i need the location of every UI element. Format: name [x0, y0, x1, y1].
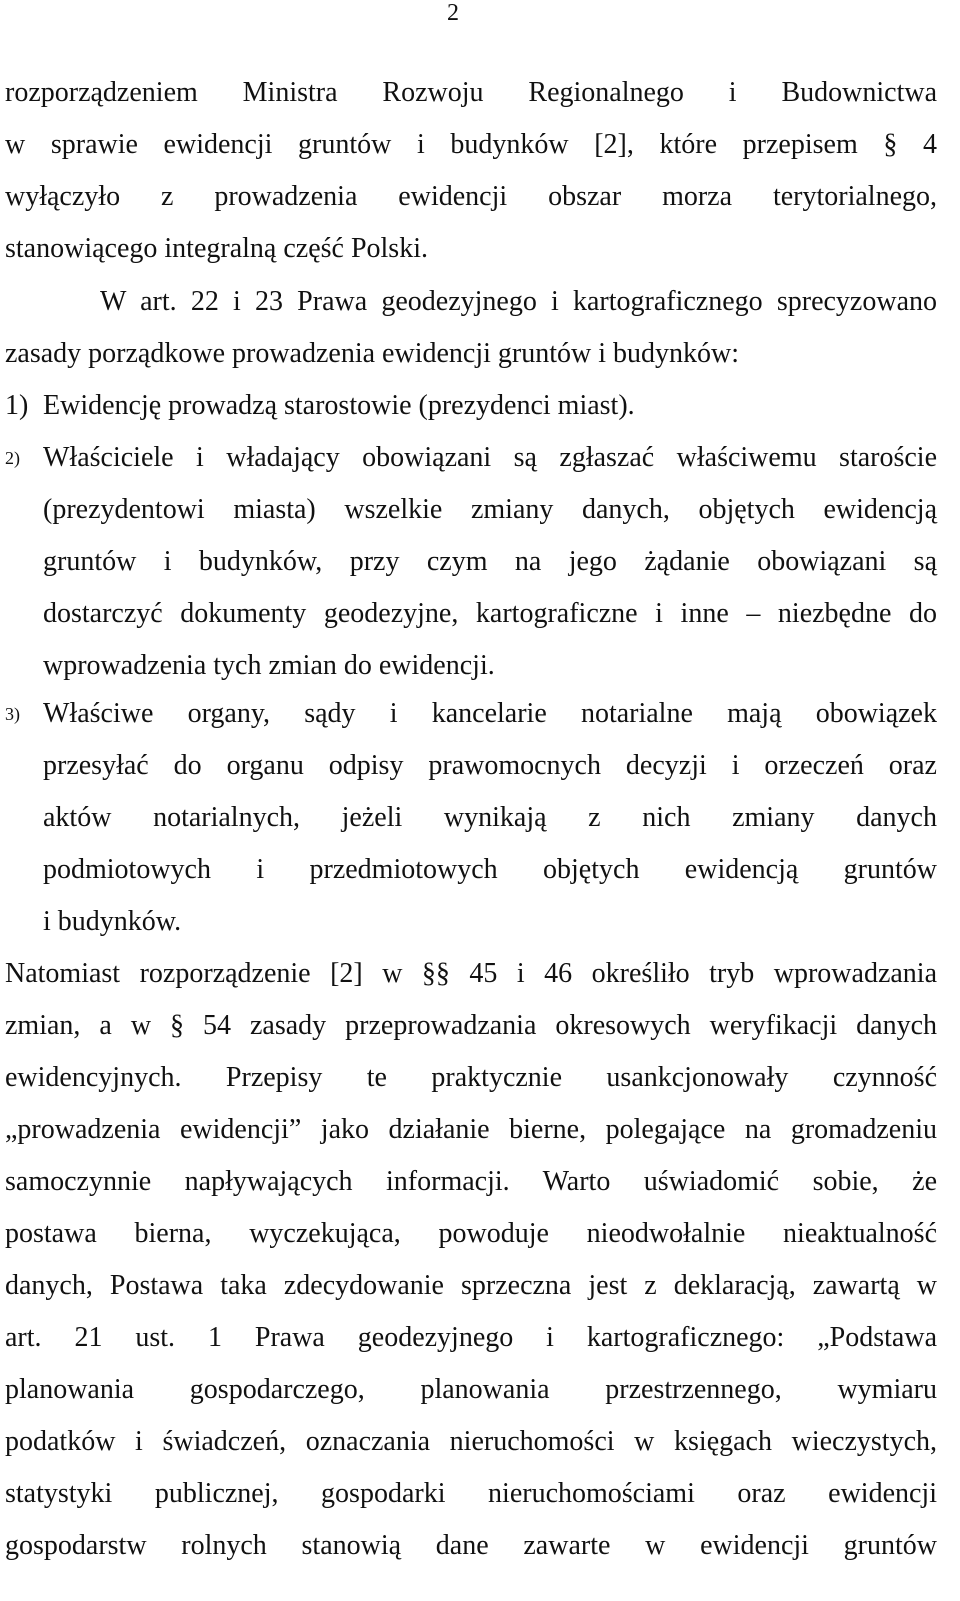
list-item-text: gruntów i budynków, przy czym na jego żądanie obowiązani są	[43, 546, 937, 577]
paragraph-line: „prowadzenia ewidencji” jako działanie bierne, polegające na gromadzeniu	[5, 1114, 937, 1145]
list-item-text: aktów notarialnych, jeżeli wynikają z nich zmiany danych	[43, 802, 937, 833]
list-item-text: Właściwe organy, sądy i kancelarie notarialne mają obowiązek	[43, 698, 937, 729]
list-item-text: wprowadzenia tych zmian do ewidencji.	[43, 650, 495, 681]
paragraph-line: zasady porządkowe prowadzenia ewidencji gruntów i budynków:	[5, 338, 739, 369]
list-item-text: Ewidencję prowadzą starostowie (prezydenci miast).	[43, 390, 635, 421]
paragraph-line: rozporządzeniem Ministra Rozwoju Regionalnego i Budownictwa	[5, 77, 937, 108]
paragraph-line: postawa bierna, wyczekująca, powoduje nieodwołalnie nieaktualność	[5, 1218, 937, 1249]
list-item-text: i budynków.	[43, 906, 182, 937]
paragraph-line: podatków i świadczeń, oznaczania nieruchomości w księgach wieczystych,	[5, 1426, 937, 1457]
list-item-text: dostarczyć dokumenty geodezyjne, kartograficzne i inne – niezbędne do	[43, 598, 937, 629]
list-item-text: przesyłać do organu odpisy prawomocnych decyzji i orzeczeń oraz	[43, 750, 937, 781]
paragraph-line: samoczynnie napływających informacji. Warto uświadomić sobie, że	[5, 1166, 937, 1197]
paragraph-line: danych, Postawa taka zdecydowanie sprzeczna jest z deklaracją, zawartą w	[5, 1270, 937, 1301]
list-item-text: podmiotowych i przedmiotowych objętych ewidencją gruntów	[43, 854, 937, 885]
list-marker: 3)	[5, 704, 20, 724]
paragraph-line: art. 21 ust. 1 Prawa geodezyjnego i kartograficznego: „Podstawa	[5, 1322, 937, 1353]
paragraph-line: zmian, a w § 54 zasady przeprowadzania okresowych weryfikacji danych	[5, 1010, 937, 1041]
paragraph-line: W art. 22 i 23 Prawa geodezyjnego i kartograficznego sprecyzowano	[100, 286, 937, 317]
list-item-text: Właściciele i władający obowiązani są zgłaszać właściwemu staroście	[43, 442, 937, 473]
paragraph-line: statystyki publicznej, gospodarki nieruchomościami oraz ewidencji	[5, 1478, 937, 1509]
paragraph-line: stanowiącego integralną część Polski.	[5, 233, 428, 264]
page-number: 2	[447, 0, 459, 26]
list-item-text: (prezydentowi miasta) wszelkie zmiany danych, objętych ewidencją	[43, 494, 937, 525]
paragraph-line: w sprawie ewidencji gruntów i budynków [2], które przepisem § 4	[5, 129, 937, 160]
list-marker: 1)	[5, 390, 29, 421]
paragraph-line: ewidencyjnych. Przepisy te praktycznie usankcjonowały czynność	[5, 1062, 937, 1093]
list-marker: 2)	[5, 448, 20, 468]
paragraph-line: planowania gospodarczego, planowania przestrzennego, wymiaru	[5, 1374, 937, 1405]
paragraph-line: gospodarstw rolnych stanowią dane zawarte w ewidencji gruntów	[5, 1530, 937, 1561]
paragraph-line: Natomiast rozporządzenie [2] w §§ 45 i 46 określiło tryb wprowadzania	[5, 958, 937, 989]
paragraph-line: wyłączyło z prowadzenia ewidencji obszar morza terytorialnego,	[5, 181, 937, 212]
